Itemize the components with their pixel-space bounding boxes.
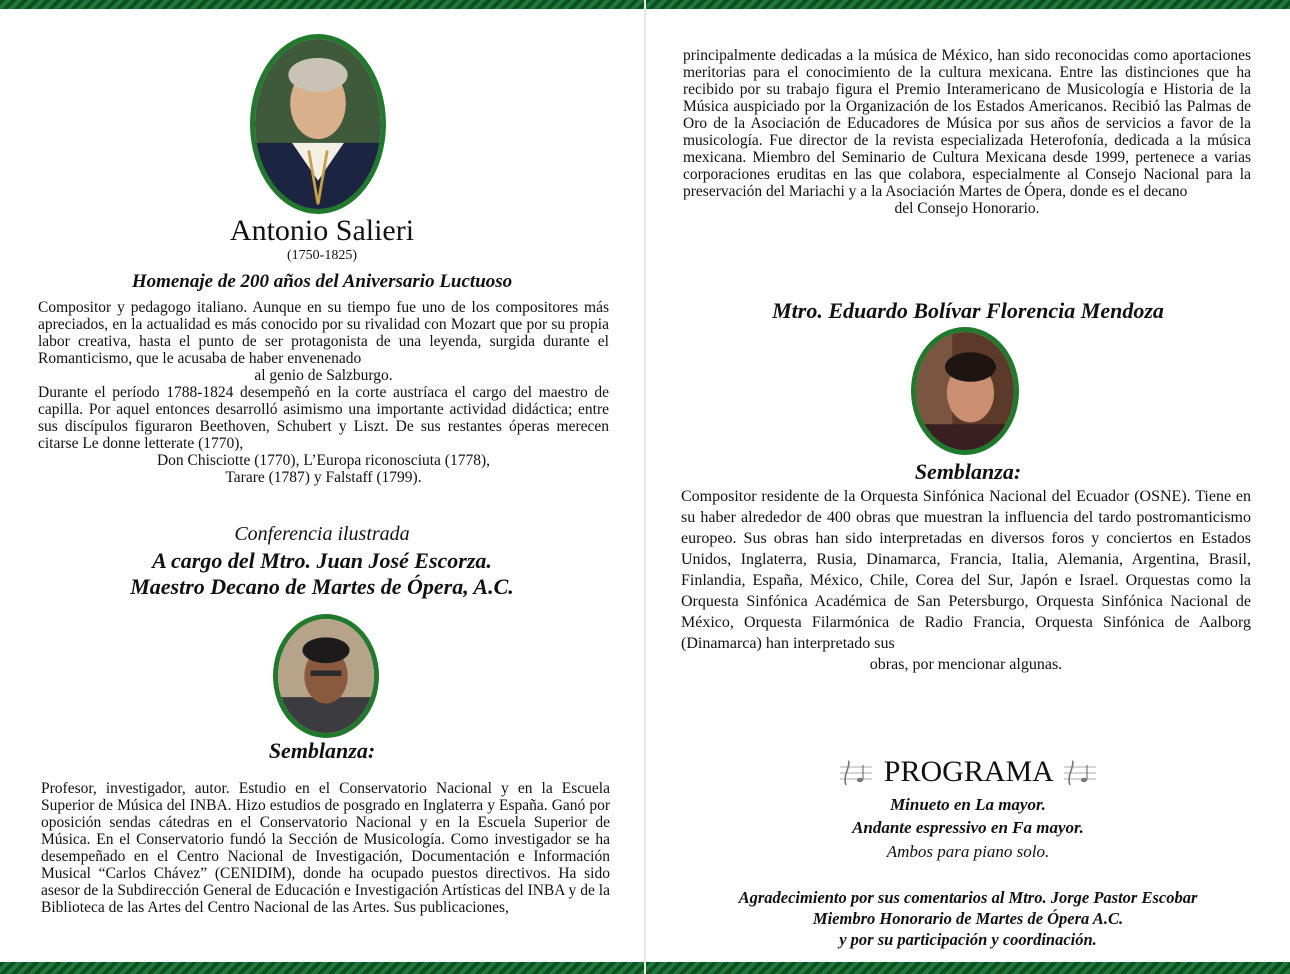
programa-item-1: Minueto en La mayor. [890,795,1046,814]
programa-heading [646,752,1290,792]
semblanza-right-text: Compositor residente de la Orquesta Sinfónica Nacional del Ecuador (OSNE). Tiene en su haber alrededor de 400 obras que muestran la influencia del tardo postromanticismo europeo. Sus obras han sido interpretadas en diversos foros y conciertos en Estados Unidos, Inglaterra, Rusia, Dinamarca, Francia, Italia, Alemania, Argentina, Brasil, Finlandia, España, México, Chile, Corea del Sur, Japón e Israel. Orquestas como la Orquesta Sinfónica Académica de San Petersburgo, Orquesta Sinfónica Nacional de México, Orquesta Filarmónica de Radio Francia, Orquesta Sinfónica de Aalborg (Dinamarca) han interpretado sus [681,488,1251,652]
thanks-line-3: y por su participación y coordinación. [839,930,1097,949]
bio-last-line: al genio de Salzburgo. [254,367,393,384]
lecturer-line-1: A cargo del Mtro. Juan José Escorza. [152,548,492,573]
homage-heading: Homenaje de 200 años del Aniversario Luctuoso [131,271,513,292]
composer-name: Antonio Salieri [229,214,415,247]
right-page [646,0,1290,974]
biography-paragraph [38,299,609,486]
continuation-last-line: del Consejo Honorario. [894,200,1040,217]
semblanza-right-last: obras, por mencionar algunas. [869,656,1063,673]
music-note-icon [836,757,876,791]
thanks-line-2: Miembro Honorario de Martes de Ópera A.C. [812,909,1124,928]
continuation-text: principalmente dedicadas a la música de México, han sido reconocidas como aportaciones meritorias para el conocimiento de la cultura mexicana. Entre las distinciones que ha recibido por su trabajo figura el Premio Interamericano de Musicología e Historia de la Música auspiciado por la Organización de los Estados Americanos. Recibió las Palmas de Oro de la Asociación de Educadores de Música por sus años de servicios a favor de la musicología. Fue director de la revista especializada Heterofonía, dedicada a la música mexicana. Miembro del Seminario de Cultura Mexicana desde 1999, pertenece a varias corporaciones eruditas en las que colabora, especialmente al Consejo Nacional para la preservación del Mariachi y a la Asociación Martes de Ópera, donde es el decano [683,47,1251,200]
bio2-text: Durante el período 1788-1824 desempeñó en la corte austríaca el cargo del maestro de capilla. Por aquel entonces desarrolló asimismo una importante actividad didáctica; entre sus discípulos figuraron Beethoven, Schubert y Liszt. De sus restantes óperas merecen citarse Le donne letterate (1770), [38,384,609,452]
mendoza-portrait [911,327,1019,455]
composer-dates: (1750-1825) [287,248,357,263]
thanks-line-1: Agradecimiento por sus comentarios al Mtro. Jorge Pastor Escobar [738,888,1198,907]
bio2-line3: Tarare (1787) y Falstaff (1799). [225,469,422,486]
conference-label: Conferencia ilustrada [234,523,410,545]
music-note-icon [1060,757,1100,791]
lecturer-line-2: Maestro Decano de Martes de Ópera, A.C. [130,574,514,599]
programa-title: PROGRAMA [883,755,1053,788]
programa-note: Ambos para piano solo. [886,842,1050,861]
salieri-portrait [250,34,386,214]
semblanza-paragraph-right [681,486,1251,675]
composer-heading: Mtro. Eduardo Bolívar Florencia Mendoza [772,298,1164,323]
left-page [0,0,644,974]
bio-text: Compositor y pedagogo italiano. Aunque en su tiempo fue uno de los compositores más apreciados, en la actualidad es más conocido por su rivalidad con Mozart que por su propia labor creativa, hasta el punto de ser protagonista de una leyenda, surgida durante el Romanticismo, que le acusaba de haber envenenado [38,299,609,367]
bio2-line2: Don Chisciotte (1770), L’Europa riconosciuta (1778), [156,452,491,469]
programa-item-2: Andante espressivo en Fa mayor. [852,818,1084,837]
escorza-portrait [273,614,379,738]
semblanza-paragraph-left: Profesor, investigador, autor. Estudio en el Conservatorio Nacional y en la Escuela Superior de Música del INBA. Hizo estudios de posgrado en Inglaterra y España. Ganó por oposición sendas cátedras en el Conservatorio Nacional y en la Escuela Superior de Música. En el Conservatorio fundó la Sección de Musicología. Como investigador se ha desempeñado en el Centro Nacional de Investigación, Documentación e Información Musical “Carlos Chávez” (CENIDIM), donde ha ocupado puestos directivos. Ha sido asesor de la Subdirección General de Educación e Investigación Artísticas del INBA y de la Biblioteca de las Artes del Centro Nacional de las Artes. Sus publicaciones, [41,780,610,916]
semblanza-heading-right: Semblanza: [914,459,1022,484]
continuation-paragraph [683,47,1251,217]
semblanza-heading-left: Semblanza: [268,738,376,763]
